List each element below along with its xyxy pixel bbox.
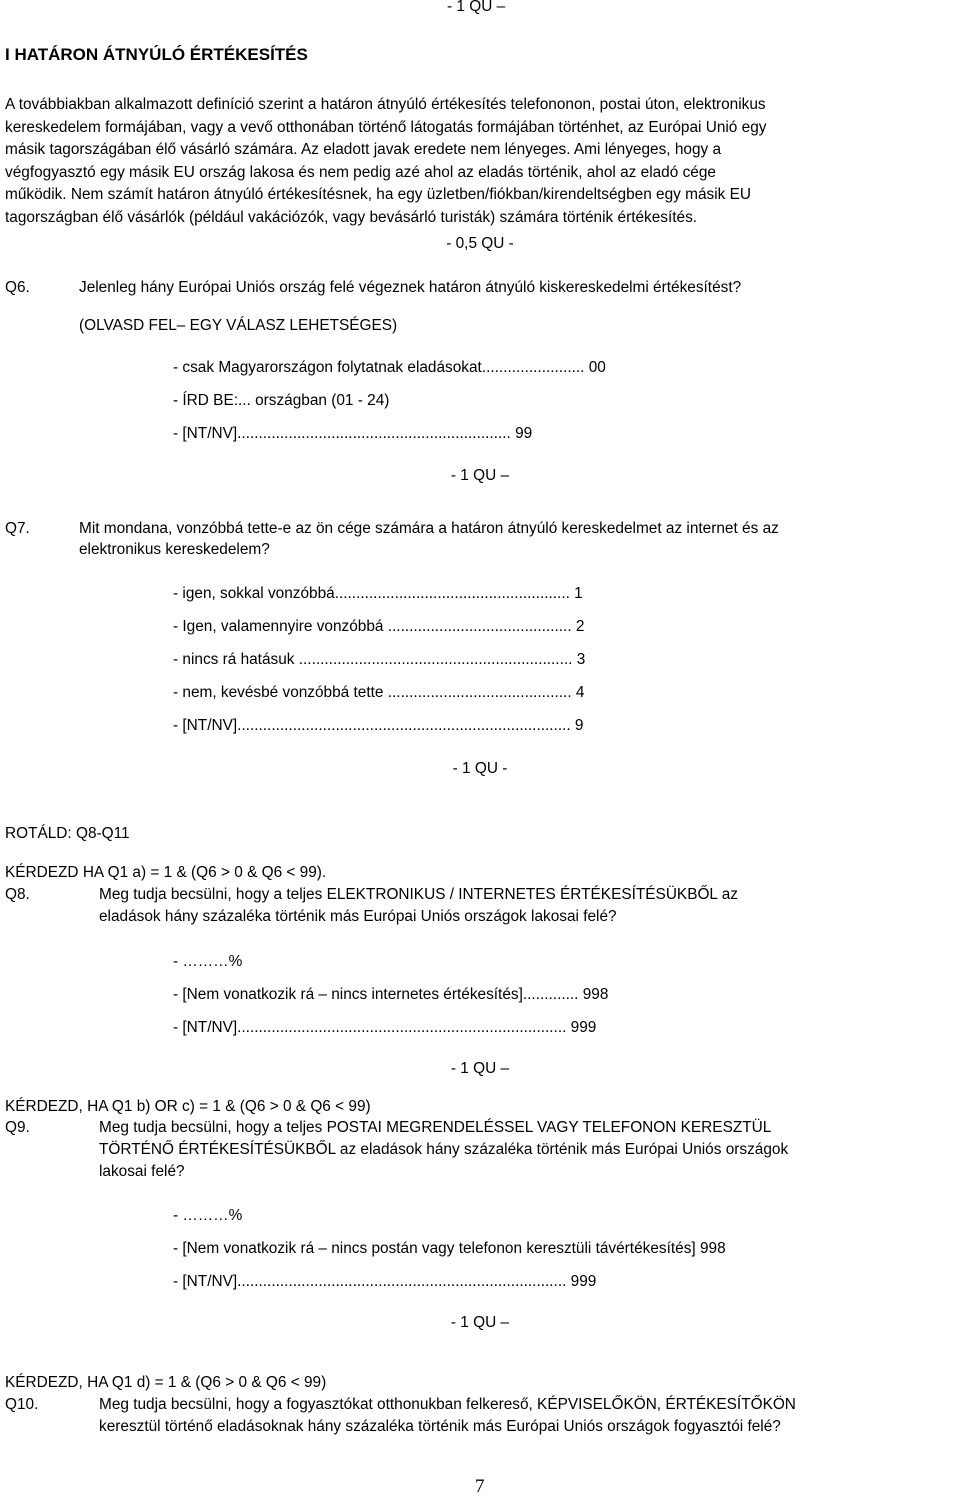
- question-text: Meg tudja becsülni, hogy a teljes POSTAI MEGRENDELÉSSEL VAGY TELEFONON KERESZTÜL: [99, 1119, 772, 1136]
- question-text: lakosai felé?: [99, 1163, 185, 1180]
- intro-paragraph: [5, 94, 955, 229]
- page-number: 7: [475, 1476, 485, 1497]
- question-label: Q6.: [5, 279, 30, 296]
- answer-option: - [Nem vonatkozik rá – nincs internetes értékesítés]............. 998: [173, 986, 609, 1003]
- rotation-instruction: ROTÁLD: Q8-Q11: [5, 825, 130, 842]
- intro-line: működik. Nem számít határon átnyúló értékesítésnek, ha egy üzletben/fiókban/kirendeltségben egy másik EU: [5, 186, 751, 203]
- question-label: Q9.: [5, 1119, 30, 1136]
- answer-option: - ………%: [173, 953, 243, 970]
- question-condition: KÉRDEZD, HA Q1 d) = 1 & (Q6 > 0 & Q6 < 99): [5, 1374, 327, 1391]
- intro-line: másik tagországában élő vásárló számára. Az eladott javak eredete nem lényeges. Ami lényeges, hogy a: [5, 141, 722, 158]
- question-text: Jelenleg hány Európai Uniós ország felé végeznek határon átnyúló kiskereskedelmi értékesítést?: [79, 279, 742, 296]
- answer-option: - [NT/NV].............................................................................. 9: [173, 717, 584, 734]
- qu-marker: - 1 QU -: [452, 760, 508, 777]
- question-text: elektronikus kereskedelem?: [79, 541, 270, 558]
- answer-option: - ÍRD BE:... országban (01 - 24): [173, 392, 390, 409]
- question-condition: KÉRDEZD, HA Q1 b) OR c) = 1 & (Q6 > 0 & Q6 < 99): [5, 1098, 371, 1115]
- question-text: eladások hány százaléka történik más Európai Uniós országok lakosai felé?: [99, 908, 617, 925]
- answer-option: - ………%: [173, 1207, 243, 1224]
- qu-marker: - 1 QU –: [450, 1314, 510, 1331]
- answer-option: - [NT/NV]................................................................ 99: [173, 425, 533, 442]
- intro-line: végfogyasztó egy másik EU ország lakosa és nem pedig azé ahol az eladás történik, ahol az eladó cége: [5, 163, 716, 181]
- question-label: Q7.: [5, 520, 30, 537]
- answer-option: - igen, sokkal vonzóbbá....................................................... 1: [173, 585, 583, 602]
- intro-line: A továbbiakban alkalmazott definíció szerint a határon átnyúló értékesítés telefononon, postai úton, elektronikus: [5, 96, 766, 113]
- qu-marker: - 0,5 QU -: [446, 235, 514, 252]
- qu-marker: - 1 QU –: [450, 467, 510, 484]
- section-title: I HATÁRON ÁTNYÚLÓ ÉRTÉKESÍTÉS: [5, 45, 308, 64]
- qu-marker: - 1 QU –: [450, 1060, 510, 1077]
- question-condition: KÉRDEZD HA Q1 a) = 1 & (Q6 > 0 & Q6 < 99).: [5, 864, 327, 881]
- answer-option: - [NT/NV]............................................................................. 999: [173, 1273, 597, 1290]
- answer-option: - [NT/NV]............................................................................. 999: [173, 1019, 597, 1036]
- question-label: Q10.: [5, 1396, 39, 1413]
- question-text: Meg tudja becsülni, hogy a teljes ELEKTRONIKUS / INTERNETES ÉRTÉKESÍTÉSÜKBŐL az: [99, 886, 738, 903]
- question-text: TÖRTÉNŐ ÉRTÉKESÍTÉSÜKBŐL az eladások hány százaléka történik más Európai Uniós országok: [99, 1141, 789, 1158]
- answer-option: - csak Magyarországon folytatnak eladásokat........................ 00: [173, 359, 606, 376]
- answer-option: - [Nem vonatkozik rá – nincs postán vagy telefonon keresztüli távértékesítés] 998: [173, 1240, 726, 1257]
- question-text: keresztül történő eladásoknak hány százaléka történik más Európai Uniós országok fogyasztói felé?: [99, 1418, 781, 1435]
- qu-marker: - 1 QU –: [447, 0, 506, 15]
- question-text: Meg tudja becsülni, hogy a fogyasztókat otthonukban felkereső, KÉPVISELŐKÖN, ÉRTÉKESÍTŐKÖN: [99, 1396, 796, 1413]
- question-instruction: (OLVASD FEL– EGY VÁLASZ LEHETSÉGES): [79, 317, 398, 334]
- question-label: Q8.: [5, 886, 30, 903]
- answer-option: - nincs rá hatásuk ................................................................ 3: [173, 651, 586, 668]
- answer-option: - Igen, valamennyire vonzóbbá ........................................... 2: [173, 618, 585, 635]
- answer-option: - nem, kevésbé vonzóbbá tette ........................................... 4: [173, 684, 585, 701]
- intro-line: kereskedelem formájában, vagy a vevő otthonában történő látogatás formájában történhet, az Európai Unió egy: [5, 118, 767, 136]
- question-text: Mit mondana, vonzóbbá tette-e az ön cége számára a határon átnyúló kereskedelmet az internet és az: [79, 520, 779, 537]
- intro-line: tagországban élő vásárlók (például vakációzók, vagy bevásárló turisták) számára történik értékesítés.: [5, 208, 698, 226]
